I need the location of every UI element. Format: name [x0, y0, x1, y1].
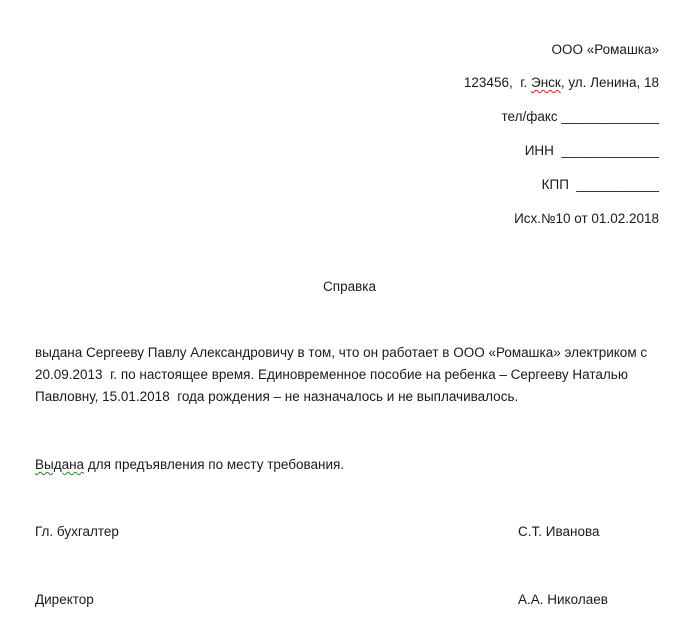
address-city: Энск — [530, 75, 561, 90]
company-name: ООО «Ромашка» — [551, 42, 659, 57]
address-prefix: 123456, г. — [463, 75, 531, 90]
director-name: А.А. Николаев — [518, 592, 608, 607]
phone-fax-line: тел/факс _____________ — [501, 109, 659, 124]
body-line-3: Павловну, 15.01.2018 года рождения – не назначалось и не выплачивалось. — [35, 389, 519, 404]
document-title: Справка — [323, 279, 376, 294]
address-suffix: , ул. Ленина, 18 — [560, 75, 659, 90]
closing-rest: для предъявления по месту требования. — [84, 457, 345, 472]
closing-first-word: Выдана — [35, 457, 85, 472]
closing-line — [35, 457, 344, 473]
body-line-1: выдана Сергееву Павлу Александровичу в том, что он работает в ООО «Ромашка» электриком с — [35, 345, 648, 360]
outgoing-reference: Исх.№10 от 01.02.2018 — [514, 211, 659, 226]
accountant-role: Гл. бухгалтер — [35, 524, 119, 539]
inn-line: ИНН _____________ — [524, 143, 659, 158]
body-line-2: 20.09.2013 г. по настоящее время. Единовременное пособие на ребенка – Сергееву Наталью — [35, 367, 628, 382]
kpp-line: КПП ___________ — [541, 177, 659, 192]
accountant-name: С.Т. Иванова — [518, 524, 600, 539]
director-role: Директор — [35, 592, 94, 607]
company-address — [464, 75, 659, 91]
